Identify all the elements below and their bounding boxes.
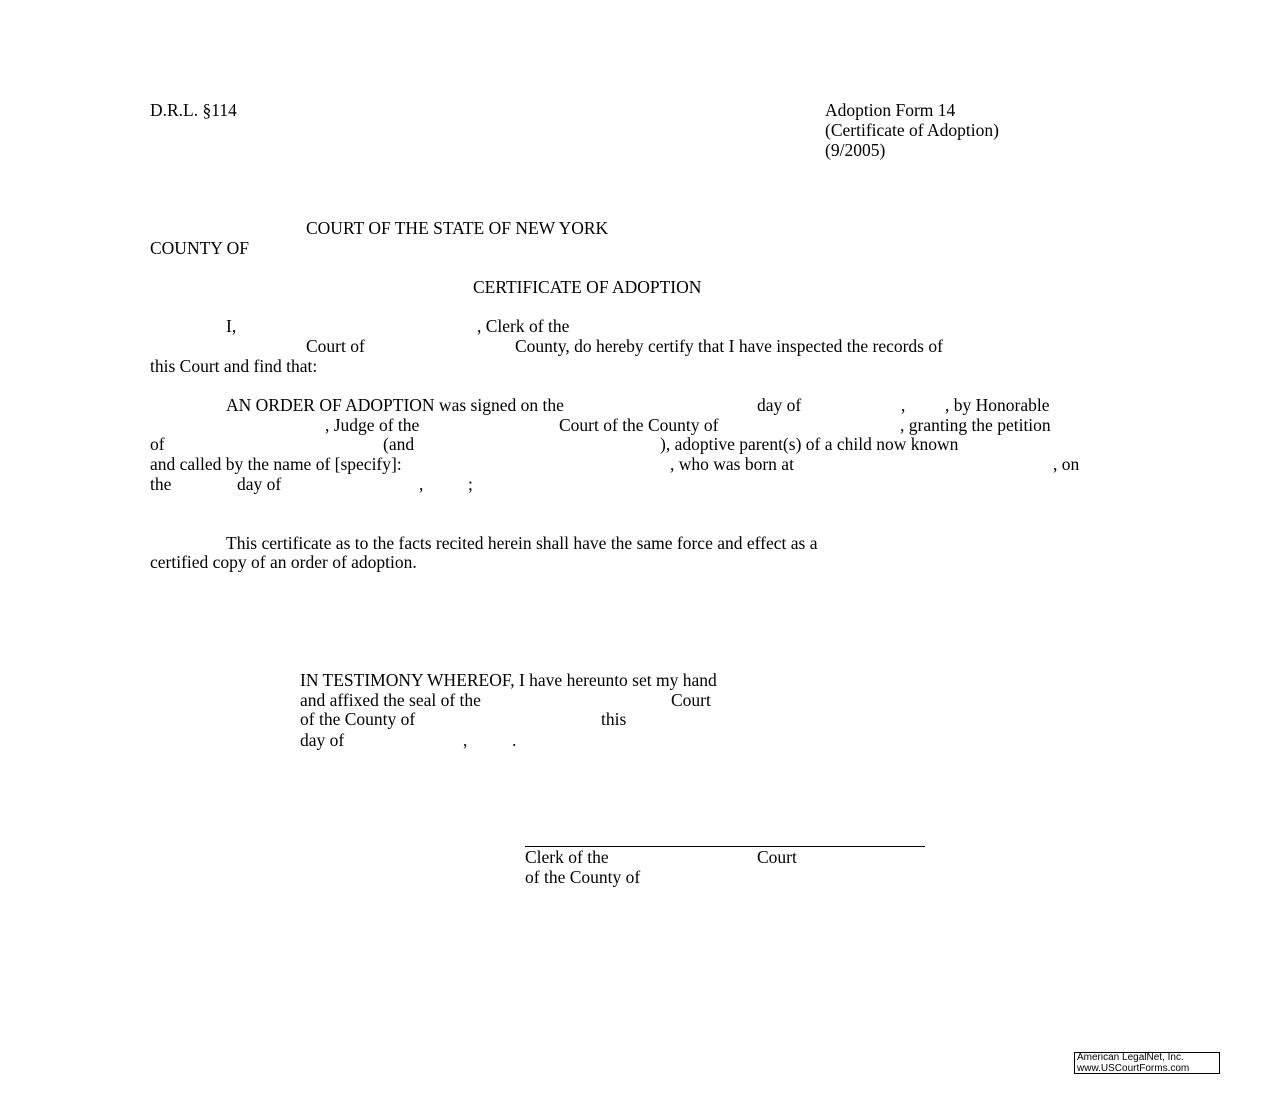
intro-this-court: this Court and find that: [150,356,318,376]
testimony-line4-b: , [463,730,468,750]
order-line2-a: , Judge of the [325,415,420,435]
order-line3-b: (and [383,434,415,454]
county-caption: COUNTY OF [150,238,250,258]
intro-clerk-of-the: , Clerk of the [477,316,570,336]
testimony-line2-b: Court [671,690,711,710]
signature-line2: of the County of [525,867,641,887]
document-title: CERTIFICATE OF ADOPTION [473,277,702,297]
order-line3-a: of [150,434,165,454]
order-line4-b: , who was born at [670,454,794,474]
signature-line1-b: Court [757,847,797,867]
order-line3-c: ), adoptive parent(s) of a child now known [660,434,959,454]
intro-county-certify: County, do hereby certify that I have inspected the records of [515,336,943,356]
order-line5-b: day of [237,474,282,494]
testimony-line1: IN TESTIMONY WHEREOF, I have hereunto set my hand [300,670,717,690]
effect-line2: certified copy of an order of adoption. [150,552,417,572]
publisher-footer [1074,1052,1220,1074]
form-subtitle: (Certificate of Adoption) [825,120,999,140]
publisher-url: www.USCourtForms.com [1077,1062,1190,1074]
statute-reference: D.R.L. §114 [150,100,237,120]
order-line1-c: , [901,395,906,415]
order-line4-a: and called by the name of [specify]: [150,454,402,474]
testimony-line3-b: this [601,709,627,729]
order-line2-c: , granting the petition [900,415,1051,435]
publisher-name: American LegalNet, Inc. [1077,1052,1184,1063]
intro-court-of: Court of [306,336,365,356]
order-line4-c: , on [1053,454,1080,474]
form-date: (9/2005) [825,140,886,160]
intro-i: I, [226,316,237,336]
order-line5-a: the [150,474,172,494]
court-caption: COURT OF THE STATE OF NEW YORK [306,218,609,238]
order-line5-c: , [419,474,424,494]
order-line1-a: AN ORDER OF ADOPTION was signed on the [226,395,564,415]
testimony-line4-a: day of [300,730,345,750]
order-line1-b: day of [757,395,802,415]
effect-line1: This certificate as to the facts recited herein shall have the same force and effect as a [226,533,818,553]
order-line5-d: ; [468,474,473,494]
form-name: Adoption Form 14 [825,100,956,120]
testimony-line2-a: and affixed the seal of the [300,690,481,710]
testimony-line3-a: of the County of [300,709,416,729]
signature-line1-a: Clerk of the [525,847,609,867]
testimony-line4-c: . [512,730,517,750]
order-line2-b: Court of the County of [559,415,719,435]
order-line1-d: , by Honorable [945,395,1050,415]
